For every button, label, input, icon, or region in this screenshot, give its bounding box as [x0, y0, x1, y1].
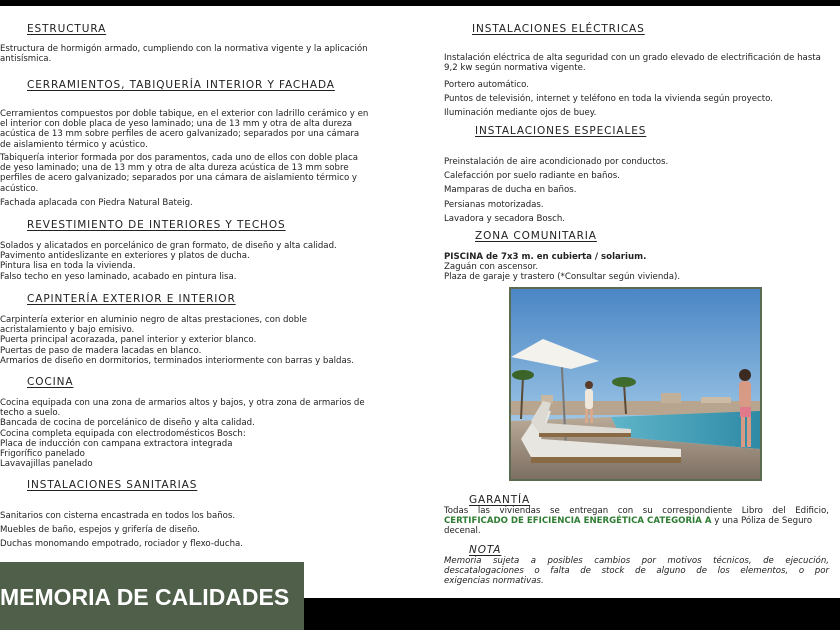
rooftop-pool-image [509, 287, 762, 481]
heading-cocina: COCINA [27, 376, 74, 388]
text-cerramientos-3: Fachada aplacada con Piedra Natural Bateig. [0, 198, 193, 208]
text-carpinteria: Carpintería exterior en aluminio negro de altas prestaciones, con doble acristalamiento y bajo emisivo. Puerta principal acorazada, panel interior y exterior blanco. Puertas de paso de madera lacadas en blanco. Armarios de diseño en dormitorios, terminados interiormente con barras y baldas. [0, 315, 354, 366]
heading-especiales: INSTALACIONES ESPECIALES [475, 125, 647, 137]
text-cerramientos-2: Tabiquería interior formada por dos paramentos, cada uno de ellos con doble placa de yeso laminado; una de 13 mm y otra de alta dureza acústica de 13 mm sobre perfiles de acero galvanizado; separados por una cámara de aislamiento térmico y acústico. [0, 153, 358, 194]
heading-electricas: INSTALACIONES ELÉCTRICAS [472, 23, 645, 35]
text-nota: Memoria sujeta a posibles cambios por motivos técnicos, de ejecución, descatalogaciones o falta de stock de alguno de los elementos, o por exigencias normativas. [444, 556, 829, 587]
heading-sanitarias: INSTALACIONES SANITARIAS [27, 479, 198, 491]
certificado-highlight: CERTIFICADO DE EFICIENCIA ENERGÉTICA CATEGORÍA A [444, 516, 712, 527]
text-estructura: Estructura de hormigón armado, cumpliendo con la normativa vigente y la aplicación antisísmica. [0, 44, 368, 65]
text-cocina: Cocina equipada con una zona de armarios altos y bajos, y otra zona de armarios de techo a suelo. Bancada de cocina de porcelánico de diseño y alta calidad. Cocina completa equipada con electrodomésticos Bosch: Placa de inducción con campana extractora integrada Frigorífico panelado Lavavajillas panelado [0, 398, 365, 470]
heading-revestimiento: REVESTIMIENTO DE INTERIORES Y TECHOS [27, 219, 286, 231]
heading-estructura: ESTRUCTURA [27, 23, 107, 35]
text-electricas-2: Portero automático. Puntos de televisión, internet y teléfono en toda la vivienda según proyecto. Iluminación mediante ojos de buey. [444, 80, 773, 119]
text-garantia: Todas las viviendas se entregan con su correspondiente Libro del Edificio, CERTIFICADO DE EFICIENCIA ENERGÉTICA CATEGORÍA A y una Póliza de Seguro decenal. [444, 506, 829, 537]
heading-carpinteria: CAPINTERÍA EXTERIOR E INTERIOR [27, 293, 236, 305]
heading-nota: NOTA [469, 544, 502, 556]
text-especiales: Preinstalación de aire acondicionado por conductos. Calefacción por suelo radiante en baños. Mamparas de ducha en baños. Persianas motorizadas. Lavadora y secadora Bosch. [444, 157, 669, 224]
document-title: MEMORIA DE CALIDADES [0, 584, 290, 610]
text-revestimiento: Solados y alicatados en porcelánico de gran formato, de diseño y alta calidad. Pavimento antideslizante en exteriores y platos de ducha. Pintura lisa en toda la vivienda. Falso techo en yeso laminado, acabado en pintura lisa. [0, 241, 337, 282]
heading-garantia: GARANTÍA [469, 494, 531, 506]
heading-cerramientos: CERRAMIENTOS, TABIQUERÍA INTERIOR Y FACHADA [27, 79, 335, 91]
heading-comunitaria: ZONA COMUNITARIA [475, 230, 597, 242]
text-electricas-1: Instalación eléctrica de alta seguridad con un grado elevado de electrificación de hasta 9,2 kw según normativa vigente. [444, 53, 821, 74]
text-comunitaria: PISCINA de 7x3 m. en cubierta / solarium. Zaguán con ascensor. Plaza de garaje y trastero (*Consultar según vivienda). [444, 252, 681, 283]
text-cerramientos-1: Cerramientos compuestos por doble tabique, en el exterior con ladrillo cerámico y en el interior con doble placa de yeso laminado; una de 13 mm y otra de alta dureza acústica de 13 mm sobre perfiles de acero galvanizado; separados por una cámara de aislamiento térmico y acústico. [0, 109, 369, 150]
text-sanitarias: Sanitarios con cisterna encastrada en todos los baños. Muebles de baño, espejos y grifería de diseño. Duchas monomando empotrado, rociador y flexo-ducha. [0, 511, 244, 550]
